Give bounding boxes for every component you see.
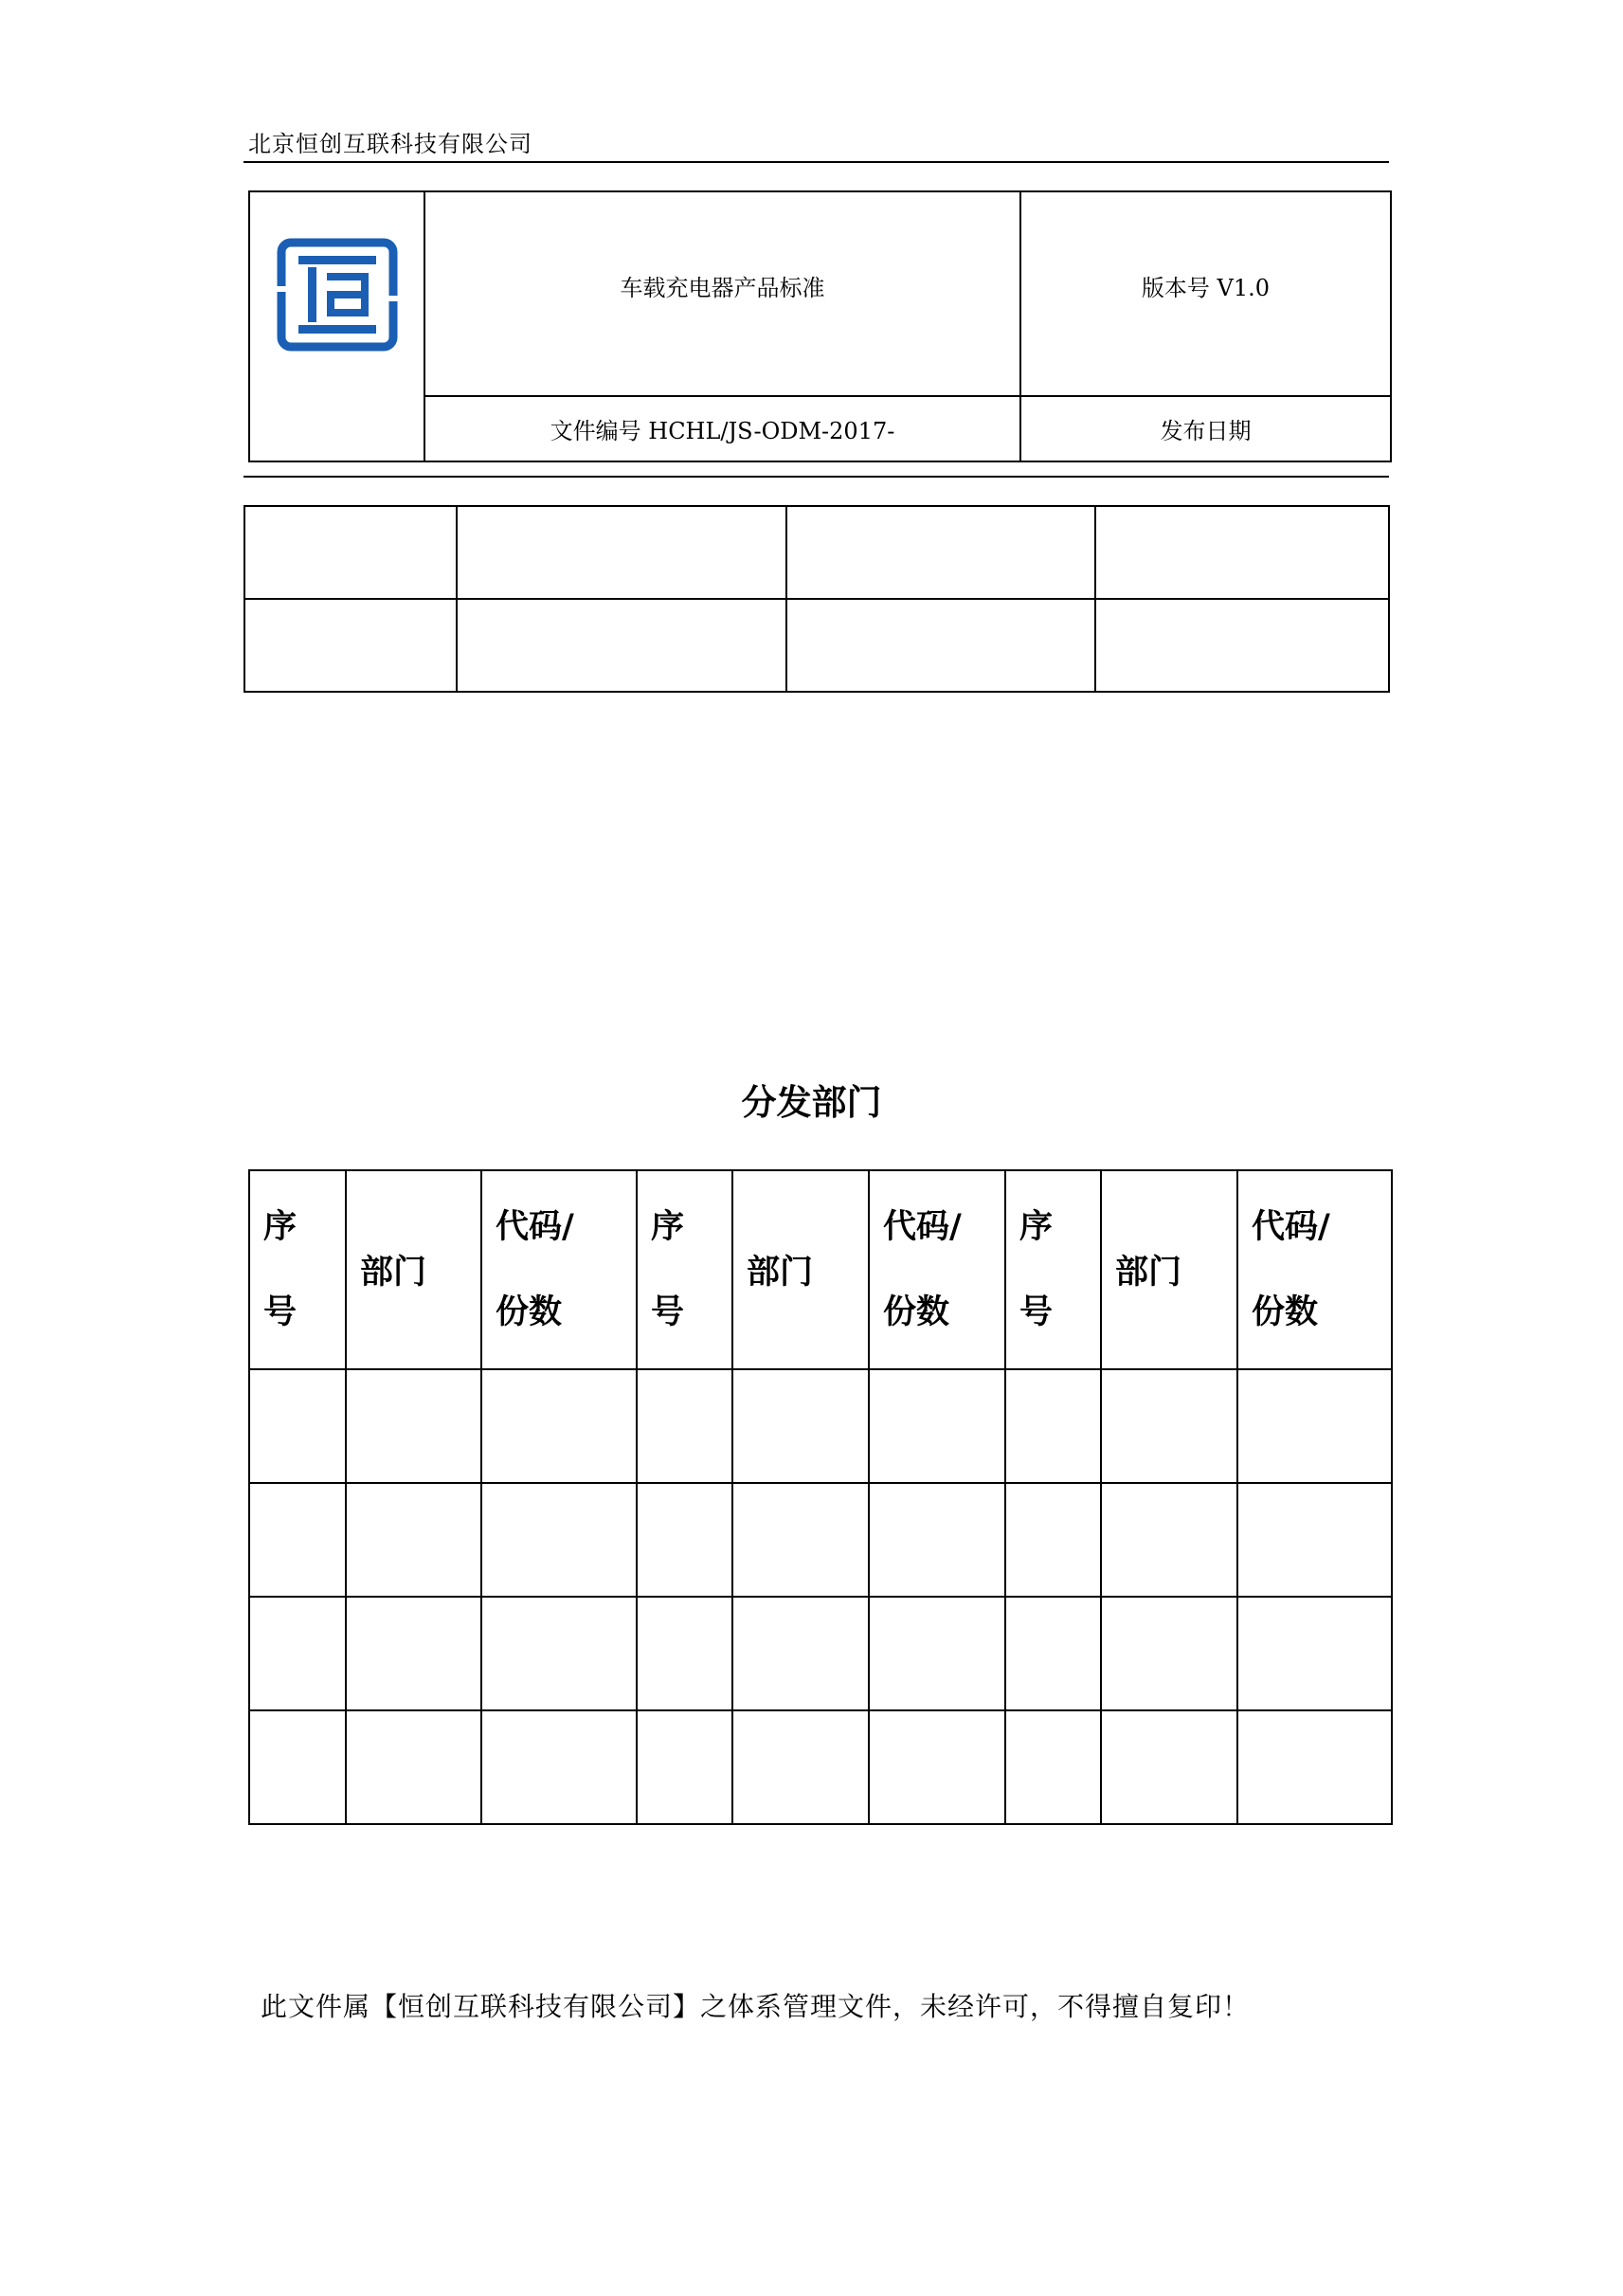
table-row [249, 1483, 1392, 1597]
copyright-notice: 此文件属【恒创互联科技有限公司】之体系管理文件，未经许可，不得擅自复印！ [261, 1991, 1251, 2022]
table-cell [481, 1710, 637, 1824]
table-row [249, 1369, 1392, 1483]
table-cell [637, 1369, 732, 1483]
table-cell [1237, 1710, 1392, 1824]
table-cell [481, 1597, 637, 1710]
empty-cell [457, 599, 786, 692]
table-cell [869, 1483, 1005, 1597]
empty-cell [244, 599, 457, 692]
header-divider [243, 161, 1389, 163]
approval-row [244, 599, 1389, 692]
table-cell [481, 1483, 637, 1597]
document-info-table [248, 190, 1392, 462]
table-cell [1101, 1369, 1237, 1483]
table-cell [732, 1597, 869, 1710]
company-logo [276, 237, 399, 353]
table-cell [869, 1597, 1005, 1710]
table-cell [869, 1710, 1005, 1824]
header-code: 代码/ 份数 [481, 1170, 637, 1369]
distribution-header-row [249, 1170, 1392, 1369]
header-code: 代码/ 份数 [869, 1170, 1005, 1369]
table-cell [1005, 1710, 1101, 1824]
empty-cell [786, 599, 1095, 692]
header-seq: 序 号 [1005, 1170, 1101, 1369]
table-cell [637, 1710, 732, 1824]
empty-cell [786, 506, 1095, 599]
version-number: 版本号 V1.0 [1020, 191, 1391, 396]
approval-row [244, 506, 1389, 599]
table-cell [1005, 1483, 1101, 1597]
table-cell [249, 1483, 346, 1597]
table-cell [1101, 1710, 1237, 1824]
distribution-title: 分发部门 [741, 1082, 882, 1123]
header-seq: 序 号 [249, 1170, 346, 1369]
header-dept: 部门 [346, 1170, 481, 1369]
empty-cell [244, 506, 457, 599]
table-cell [732, 1369, 869, 1483]
header-code: 代码/ 份数 [1237, 1170, 1392, 1369]
table-cell [249, 1369, 346, 1483]
empty-cell [1095, 506, 1389, 599]
heng-logo-icon [276, 237, 399, 353]
approval-table [243, 505, 1390, 693]
empty-cell [457, 506, 786, 599]
table-cell [346, 1483, 481, 1597]
document-title: 车载充电器产品标准 [424, 191, 1020, 396]
table-row [249, 1597, 1392, 1710]
table-cell [869, 1369, 1005, 1483]
header-seq: 序 号 [637, 1170, 732, 1369]
company-name-header: 北京恒创互联科技有限公司 [248, 131, 532, 157]
table-cell [1005, 1369, 1101, 1483]
table-cell [249, 1597, 346, 1710]
table-row [249, 1710, 1392, 1824]
table-cell [1005, 1597, 1101, 1710]
table-cell [249, 1710, 346, 1824]
distribution-table [248, 1169, 1393, 1825]
table-cell [346, 1369, 481, 1483]
table-cell [481, 1369, 637, 1483]
table-cell [1237, 1483, 1392, 1597]
release-date-label: 发布日期 [1020, 396, 1391, 461]
header-dept: 部门 [732, 1170, 869, 1369]
table-cell [346, 1710, 481, 1824]
table-cell [1101, 1483, 1237, 1597]
section-divider [243, 476, 1389, 478]
table-cell [1237, 1369, 1392, 1483]
table-cell [1101, 1597, 1237, 1710]
table-cell [732, 1483, 869, 1597]
document-number: 文件编号 HCHL/JS-ODM-2017- [424, 396, 1020, 461]
header-dept: 部门 [1101, 1170, 1237, 1369]
empty-cell [1095, 599, 1389, 692]
table-cell [637, 1483, 732, 1597]
table-cell [637, 1597, 732, 1710]
table-cell [1237, 1597, 1392, 1710]
table-cell [732, 1710, 869, 1824]
table-cell [346, 1597, 481, 1710]
logo-cell [249, 191, 424, 461]
